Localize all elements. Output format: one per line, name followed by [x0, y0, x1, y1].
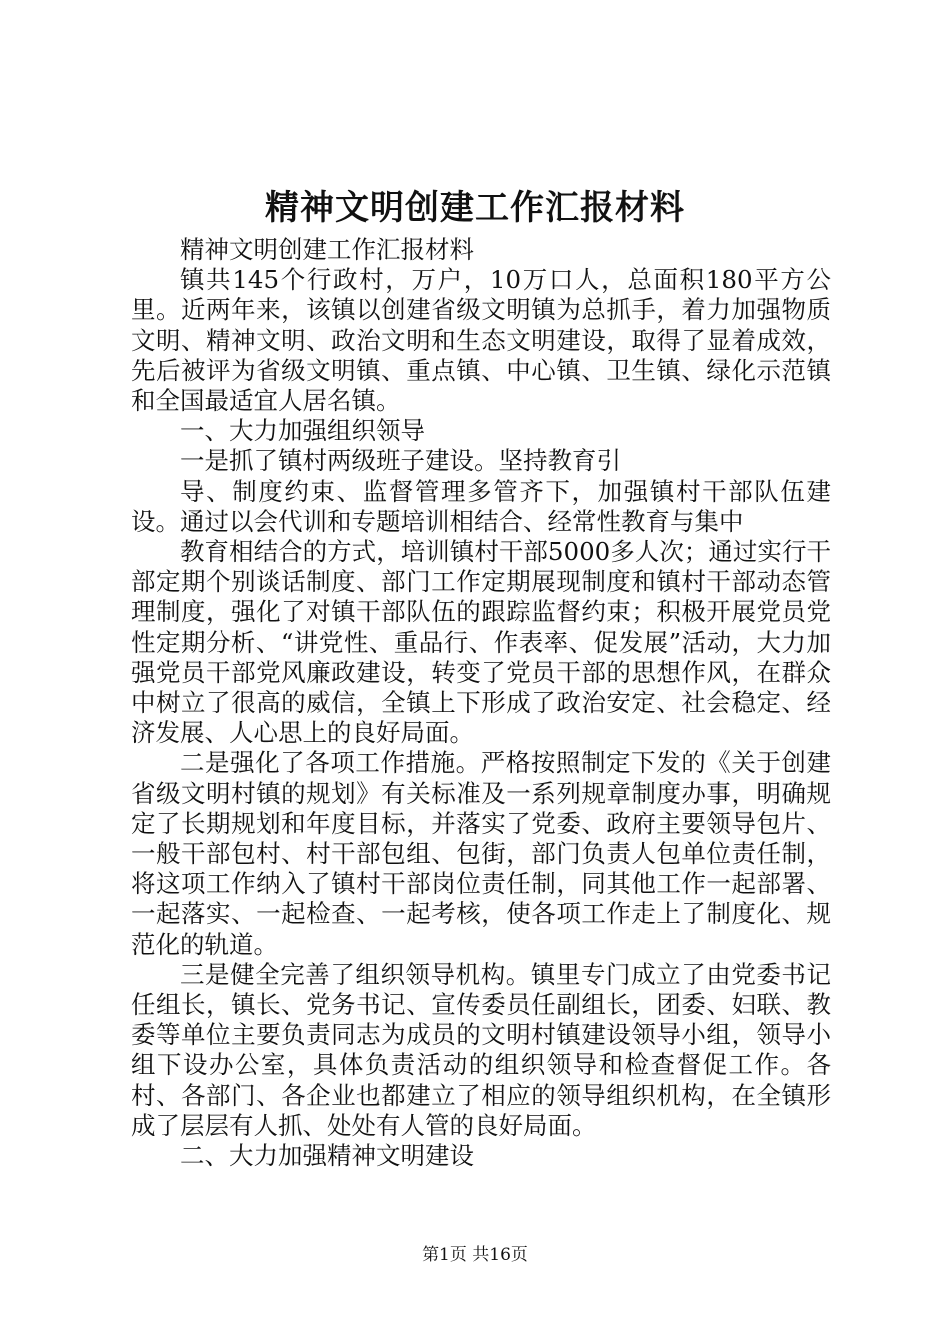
paragraph-intro: 镇共145个行政村，万户，10万口人，总面积180平方公里。近两年来，该镇以创建省级文明镇为总抓手，着力加强物质文明、精神文明、政治文明和生态文明建设，取得了显着成效，先后被评为省级文明镇、重点镇、中心镇、卫生镇、绿化示范镇和全国最适宜人居名镇。	[131, 265, 831, 416]
section-heading-2: 二、大力加强精神文明建设	[180, 1141, 474, 1171]
paragraph-point-3: 三是健全完善了组织领导机构。镇里专门成立了由党委书记任组长，镇长、党务书记、宣传委员任副组长，团委、妇联、教委等单位主要负责同志为成员的文明村镇建设领导小组，领导小组下设办公室，具体负责活动的组织领导和检查督促工作。各村、各部门、各企业也都建立了相应的领导组织机构，在全镇形成了层层有人抓、处处有人管的良好局面。	[131, 959, 831, 1140]
paragraph-point-1: 一是抓了镇村两级班子建设。坚持教育引	[180, 446, 621, 476]
paragraph-point-1-cont-2: 教育相结合的方式，培训镇村干部5000多人次；通过实行干部定期个别谈话制度、部门工作定期展现制度和镇村干部动态管理制度，强化了对镇干部队伍的跟踪监督约束；积极开展党员党性定期分析、“讲党性、重品行、作表率、促发展”活动，大力加强党员干部党风廉政建设，转变了党员干部的思想作风，在群众中树立了很高的威信，全镇上下形成了政治安定、社会稳定、经济发展、人心思上的良好局面。	[131, 537, 831, 748]
paragraph-point-2: 二是强化了各项工作措施。严格按照制定下发的《关于创建省级文明村镇的规划》有关标准及一系列规章制度办事，明确规定了长期规划和年度目标，并落实了党委、政府主要领导包片、一般干部包村、村干部包组、包街，部门负责人包单位责任制，将这项工作纳入了镇村干部岗位责任制，同其他工作一起部署、一起落实、一起检查、一起考核，使各项工作走上了制度化、规范化的轨道。	[131, 748, 831, 959]
section-heading-1: 一、大力加强组织领导	[180, 416, 425, 446]
page-footer: 第1页 共16页	[422, 1245, 528, 1265]
paragraph-point-1-cont: 导、制度约束、监督管理多管齐下，加强镇村干部队伍建设。通过以会代训和专题培训相结合、经常性教育与集中	[131, 476, 831, 536]
document-title: 精神文明创建工作汇报材料	[265, 188, 685, 228]
document-body	[131, 235, 831, 1171]
paragraph-subtitle: 精神文明创建工作汇报材料	[180, 235, 474, 264]
